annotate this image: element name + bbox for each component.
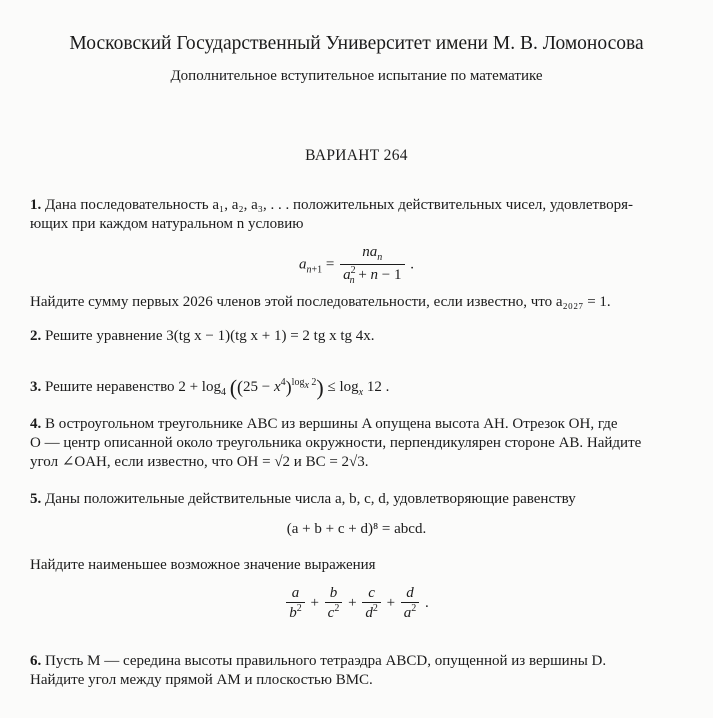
problem-4-text-line1: В остроугольном треугольнике ABC из вершины A опущена высота AH. Отрезок OH, где xyxy=(45,416,618,432)
problem-6-line2: Найдите угол между прямой AM и плоскостью BMC. xyxy=(30,672,373,688)
problem-5-number: 5. xyxy=(30,491,42,507)
problem-5-text-line1: Даны положительные действительные числа a, b, c, d, удовлетворяющие равенству xyxy=(45,491,576,507)
problem-1-formula: $a_{n+1}$ = $\frac{na_n}{a^2_n + n - 1}$ . xyxy=(298,244,415,286)
problem-2-text: Решите уравнение 3(tg x − 1)(tg x + 1) = 2 tg x tg 4x. xyxy=(45,328,375,344)
problem-5-expression: $\frac{a}{b^2}$ + $\frac{b}{c^2}$ + $\frac{c}{d^2}$ + $\frac{d}{a^2}$ . xyxy=(0,585,713,623)
problem-1-text-line1: Дана последовательность a₁, a₂, a₃, . . . положительных действительных чисел, удовлетворя- xyxy=(45,197,633,213)
problem-3-text: Решите неравенство xyxy=(45,379,175,395)
problem-3 xyxy=(30,373,389,402)
problem-6-number: 6. xyxy=(30,653,42,669)
problem-1-line1 xyxy=(30,196,633,215)
problem-2 xyxy=(30,327,375,346)
problem-5-line1 xyxy=(30,490,576,509)
problem-4-line2: O — центр описанной около треугольника окружности, перпендикулярен стороне AB. Найдите xyxy=(30,435,642,451)
university-title: Московский Государственный Университет имени М. В. Ломоносова xyxy=(69,33,644,54)
problem-5-question: Найдите наименьшее возможное значение выражения xyxy=(30,557,376,573)
problem-4-number: 4. xyxy=(30,416,42,432)
problem-4-line1 xyxy=(30,415,618,434)
problem-6-text-line1: Пусть M — середина высоты правильного тетраэдра ABCD, опущенной из вершины D. xyxy=(45,653,607,669)
problem-5-formula: (a + b + c + d)⁸ = abcd. xyxy=(286,521,427,537)
problem-3-formula: $2 + \log_4 ((25 - x^4)^{log_x 2}) \le \log_x 12$ . xyxy=(178,375,390,401)
problem-4-line3: угол ∠OAH, если известно, что OH = √2 и BC = 2√3. xyxy=(30,454,369,470)
problem-1-line2: ющих при каждом натуральном n условию xyxy=(30,216,304,232)
problem-3-number: 3. xyxy=(30,379,42,395)
problem-1-question: Найдите сумму первых 2026 членов этой последовательности, если известно, что a₂₀₂₇ = 1. xyxy=(30,294,611,310)
exam-subtitle: Дополнительное вступительное испытание по математике xyxy=(170,68,543,84)
variant-title: ВАРИАНТ 264 xyxy=(305,147,408,164)
problem-2-number: 2. xyxy=(30,328,42,344)
problem-6-line1 xyxy=(30,652,606,671)
problem-1-number: 1. xyxy=(30,197,42,213)
formula-fraction: $\frac{na_n}{a^2_n + n - 1}$ xyxy=(340,244,404,286)
